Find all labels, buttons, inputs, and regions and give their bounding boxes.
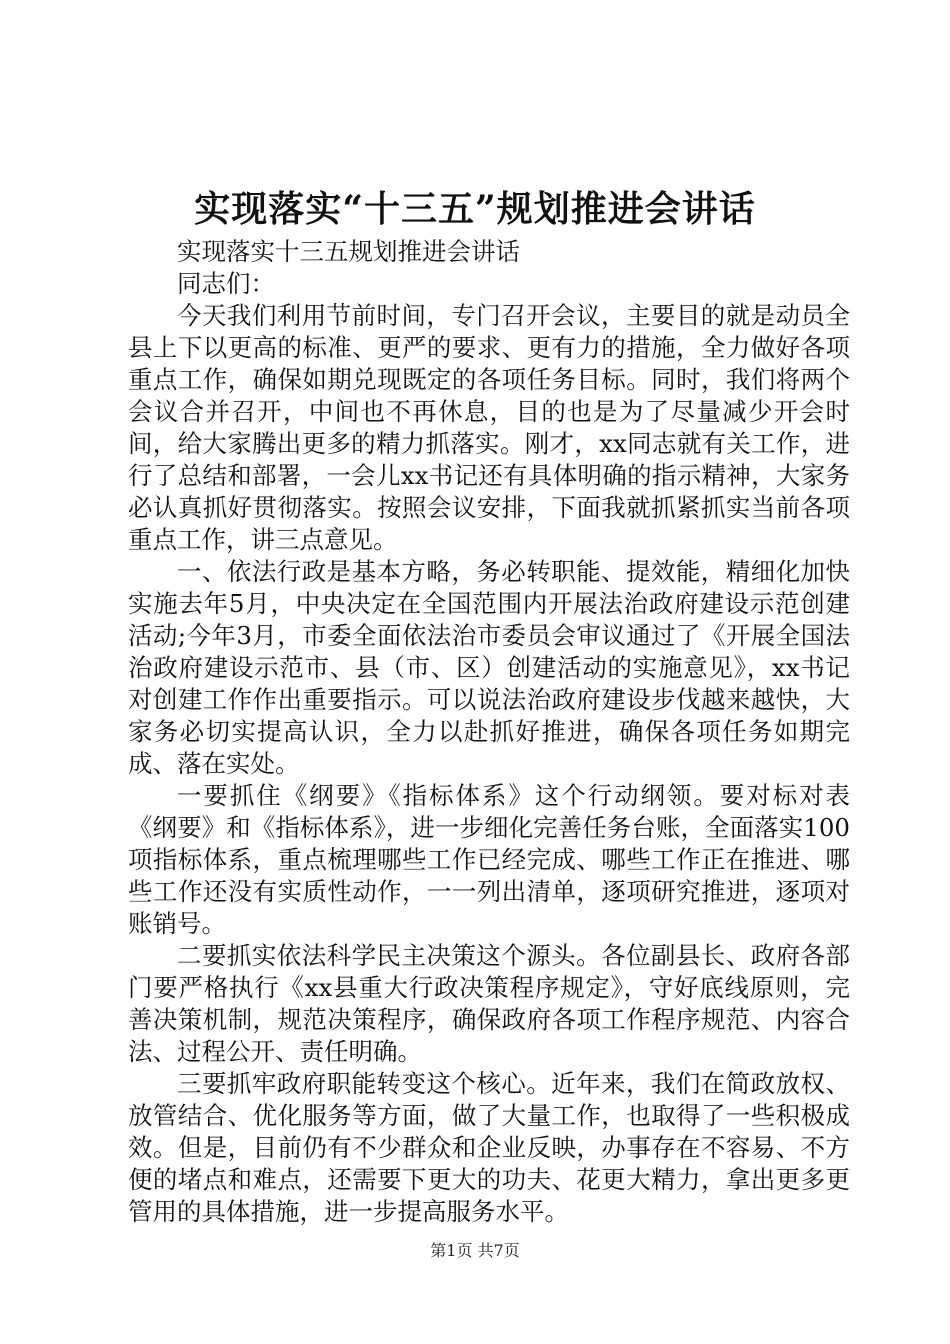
body-paragraph: 今天我们利用节前时间，专门召开会议，主要目的就是动员全县上下以更高的标准、更严的要求、更有力的措施，全力做好各项重点工作，确保如期兑现既定的各项任务目标。同时，我们将两个会议合并召开，中间也不再休息，目的也是为了尽量减少开会时间，给大家腾出更多的精力抓落实。刚才，xx同志就有关工作，进行了总结和部署，一会儿xx书记还有具体明确的指示精神，大家务必认真抓好贯彻落实。按照会议安排，下面我就抓紧抓实当前各项重点工作，讲三点意见。	[128, 301, 850, 554]
salutation: 同志们：	[177, 269, 275, 298]
document-title: 实现落实“十三五”规划推进会讲话	[194, 188, 756, 230]
body-paragraph: 一、依法行政是基本方略，务必转职能、提效能，精细化加快实施去年5月，中央决定在全国范围内开展法治政府建设示范创建活动;今年3月，市委全面依法治市委员会审议通过了《开展全国法治政府建设示范市、县（市、区）创建活动的实施意见》，xx书记对创建工作作出重要指示。可以说法治政府建设步伐越来越快，大家务必切实提高认识，全力以赴抓好推进，确保各项任务如期完成、落在实处。	[128, 557, 850, 778]
body-subtitle: 实现落实十三五规划推进会讲话	[177, 237, 520, 266]
body-paragraph: 二要抓实依法科学民主决策这个源头。各位副县长、政府各部门要严格执行《xx县重大行政决策程序规定》，守好底线原则，完善决策机制，规范决策程序，确保政府各项工作程序规范、内容合法、过程公开、责任明确。	[128, 941, 850, 1066]
document-body	[128, 236, 850, 1228]
page-number-footer: 第1页 共7页	[430, 1241, 520, 1260]
body-paragraph: 三要抓牢政府职能转变这个核心。近年来，我们在简政放权、放管结合、优化服务等方面，做了大量工作，也取得了一些积极成效。但是，目前仍有不少群众和企业反映，办事存在不容易、不方便的堵点和难点，还需要下更大的功夫、花更大精力，拿出更多更管用的具体措施，进一步提高服务水平。	[128, 1069, 850, 1226]
body-paragraph: 一要抓住《纲要》《指标体系》这个行动纲领。要对标对表《纲要》和《指标体系》，进一步细化完善任务台账，全面落实100项指标体系，重点梳理哪些工作已经完成、哪些工作正在推进、哪些工作还没有实质性动作，一一列出清单，逐项研究推进，逐项对账销号。	[128, 781, 850, 938]
